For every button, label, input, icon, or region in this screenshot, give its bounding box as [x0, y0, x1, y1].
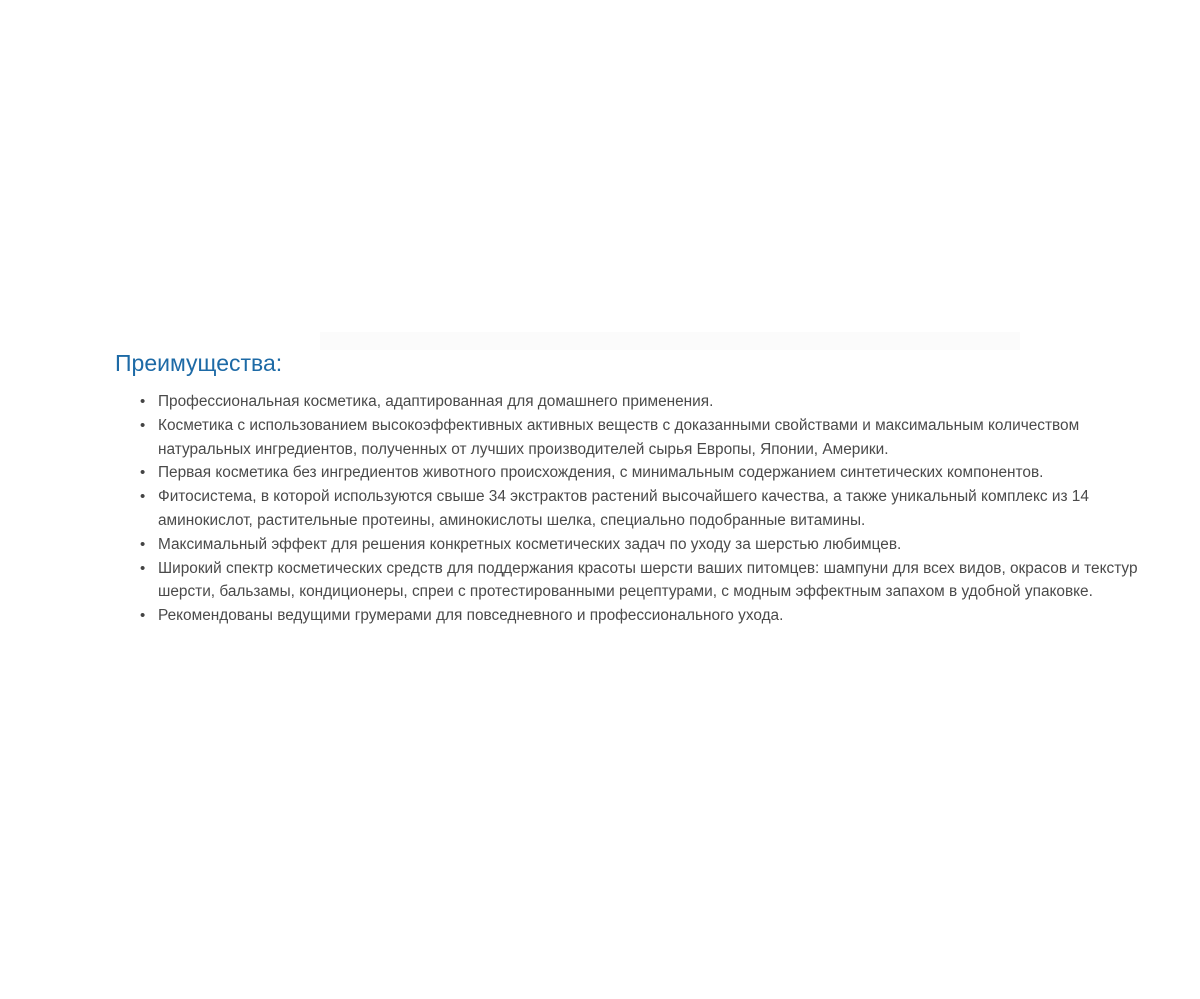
list-item: [115, 604, 1175, 628]
list-item: [115, 390, 1175, 414]
benefits-section: [115, 348, 1175, 628]
bullet-icon: •: [140, 464, 146, 482]
list-item-text: Широкий спектр косметических средств для поддержания красоты шерсти ваших питомцев: шампуни для всех видов, окрасов и текстур шерсти, бальзамы, кондиционеры, спреи с протестированными рецептурами, с модным эффектным запахом в удобной упаковке.: [158, 559, 1138, 601]
list-item: [115, 485, 1175, 533]
bullet-icon: •: [140, 393, 146, 410]
list-item-text: Профессиональная косметика, адаптированная для домашнего применения.: [158, 393, 714, 410]
list-item: [115, 533, 1175, 557]
list-item: [115, 414, 1175, 462]
bullet-icon: •: [140, 607, 146, 625]
benefits-list: [115, 390, 1175, 628]
list-item-text: Фитосистема, в которой используются свыше 34 экстрактов растений высочайшего качества, а также уникальный комплекс из 14 аминокислот, растительные протеины, аминокислоты шелка, специально подобранные витамины.: [158, 488, 1089, 529]
list-item-text: Первая косметика без ингредиентов животного происхождения, с минимальным содержанием синтетических компонентов.: [158, 464, 1044, 482]
bullet-icon: •: [140, 488, 146, 506]
list-item-text: Косметика с использованием высокоэффективных активных веществ с доказанными свойствами и максимальным количеством натуральных ингредиентов, полученных от лучших производителей сырья Европы, Японии, Америки.: [158, 416, 1080, 458]
list-item-text: Рекомендованы ведущими грумерами для повседневного и профессионального ухода.: [158, 607, 784, 625]
bullet-icon: •: [140, 535, 146, 553]
bullet-icon: •: [140, 416, 146, 434]
list-item: [115, 461, 1175, 485]
bullet-icon: •: [140, 559, 146, 577]
list-item: [115, 557, 1175, 605]
list-item-text: Максимальный эффект для решения конкретных косметических задач по уходу за шерстью любимцев.: [158, 535, 902, 553]
section-title: Преимущества:: [115, 350, 283, 376]
